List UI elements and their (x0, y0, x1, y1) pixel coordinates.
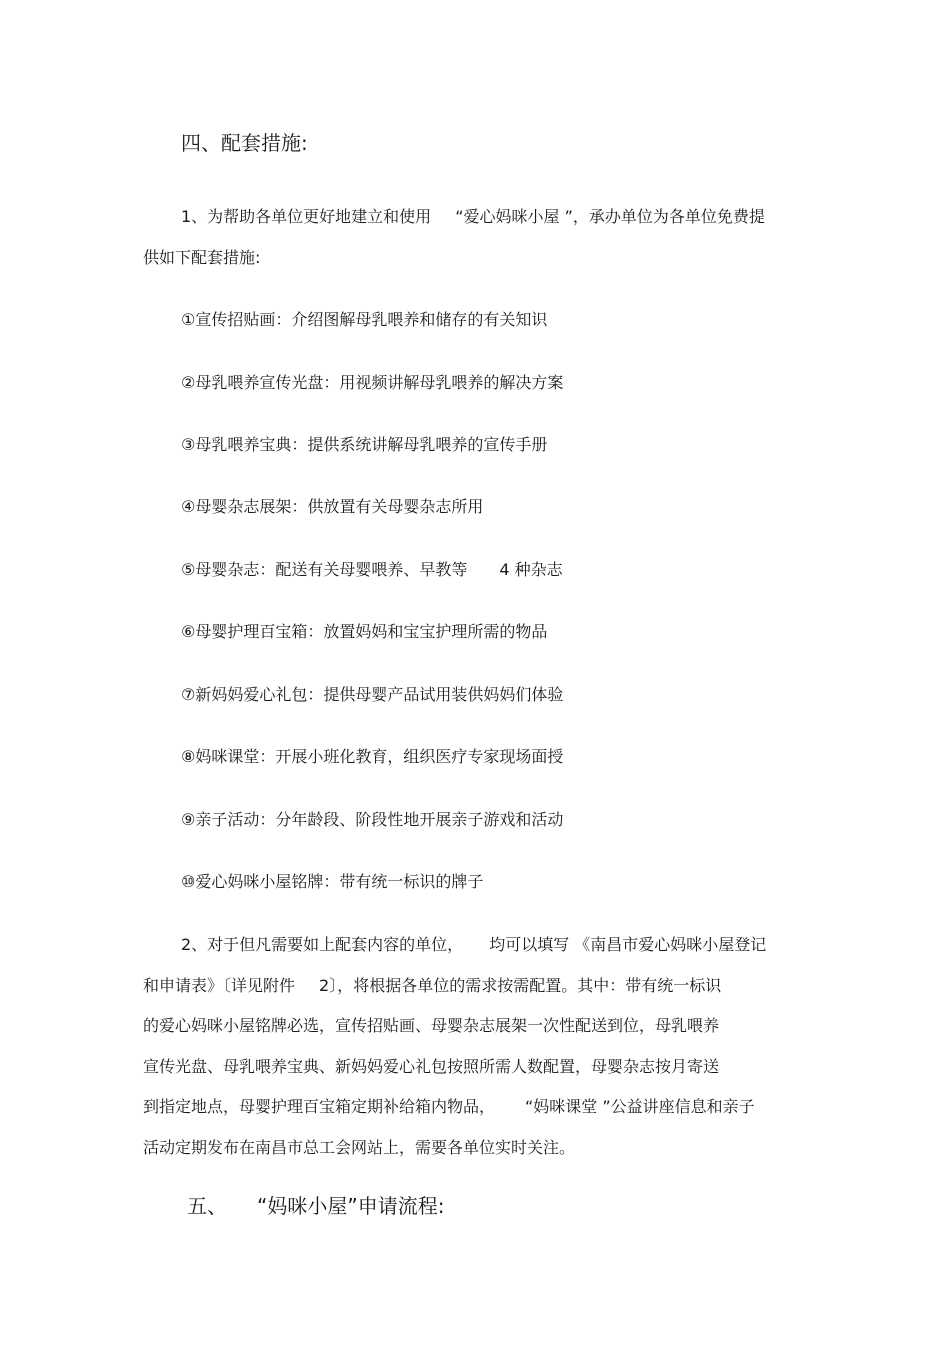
paragraph-two-line-5a: 到指定地点，母婴护理百宝箱定期补给箱内物品， (143, 1097, 496, 1116)
list-item: ⑨亲子活动：分年龄段、阶段性地开展亲子游戏和活动 (181, 810, 564, 829)
list-item (181, 559, 563, 581)
paragraph-two-line-4: 宣传光盘、母乳喂养宝典、新妈妈爱心礼包按照所需人数配置，母婴杂志按月寄送 (143, 1057, 720, 1076)
list-item: ③母乳喂养宝典：提供系统讲解母乳喂养的宣传手册 (181, 435, 548, 454)
paragraph-two-line-2a: 和申请表》〔详见附件 (143, 976, 296, 995)
paragraph-two-line-3: 的爱心妈咪小屋铭牌必选，宣传招贴画、母婴杂志展架一次性配送到位，母乳喂养 (143, 1016, 720, 1035)
section-five-heading (187, 1193, 444, 1219)
paragraph-two-line-6: 活动定期发布在南昌市总工会网站上，需要各单位实时关注。 (143, 1138, 576, 1157)
section-five-number: 五、 (187, 1194, 227, 1218)
list-item: ⑩爱心妈咪小屋铭牌：带有统一标识的牌子 (181, 872, 484, 891)
paragraph-two-line-2b: 2〕，将根据各单位的需求按需配置。其中：带有统一标识 (319, 976, 722, 995)
paragraph-two-line-5 (143, 1096, 755, 1118)
paragraph-two-line-1 (181, 934, 766, 956)
list-item-text: ⑤母婴杂志：配送有关母婴喂养、早教等 (181, 560, 468, 579)
paragraph-two-line-5b: “妈咪课堂 ”公益讲座信息和亲子 (525, 1097, 755, 1116)
section-five-title: “妈咪小屋”申请流程: (257, 1194, 445, 1218)
paragraph-one-line-2: 供如下配套措施: (143, 248, 261, 267)
paragraph-one-line-1a: 1、为帮助各单位更好地建立和使用 (181, 207, 432, 226)
list-item: ⑧妈咪课堂：开展小班化教育，组织医疗专家现场面授 (181, 747, 564, 766)
list-item: ①宣传招贴画：介绍图解母乳喂养和储存的有关知识 (181, 310, 548, 329)
paragraph-two-line-2 (143, 975, 721, 997)
paragraph-one-line-1 (181, 206, 765, 228)
section-four-heading: 四、配套措施: (181, 131, 308, 155)
paragraph-two-line-1a: 2、对于但凡需要如上配套内容的单位， (181, 935, 464, 954)
paragraph-two-line-1b: 均可以填写 《南昌市爱心妈咪小屋登记 (489, 935, 767, 954)
list-item-tail: 4 种杂志 (499, 560, 563, 579)
list-item: ②母乳喂养宣传光盘：用视频讲解母乳喂养的解决方案 (181, 373, 564, 392)
list-item: ④母婴杂志展架：供放置有关母婴杂志所用 (181, 497, 484, 516)
list-item: ⑥母婴护理百宝箱：放置妈妈和宝宝护理所需的物品 (181, 622, 548, 641)
paragraph-one-line-1b: “爱心妈咪小屋 ”，承办单位为各单位免费提 (455, 207, 765, 226)
list-item: ⑦新妈妈爱心礼包：提供母婴产品试用装供妈妈们体验 (181, 685, 564, 704)
